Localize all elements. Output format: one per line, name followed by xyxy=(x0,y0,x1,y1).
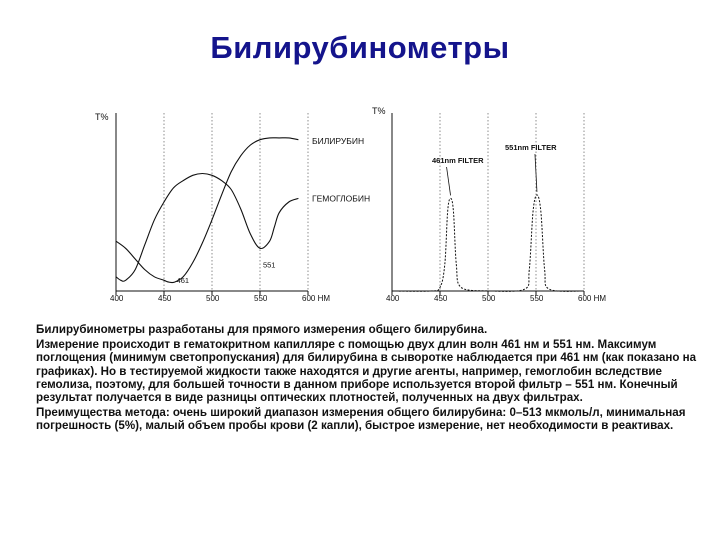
right-chart-ylabel: T% xyxy=(372,106,386,116)
right-tick-label-2: 500 xyxy=(482,294,496,303)
annotation-551: 551 xyxy=(262,260,276,270)
left-chart-ylabel: T% xyxy=(95,112,109,122)
bilirubin-legend-label: БИЛИРУБИН xyxy=(312,135,365,146)
right-tick-label-3: 550 xyxy=(530,294,544,303)
left-tick-label-0: 400 xyxy=(110,294,124,303)
right-tick-label-1: 450 xyxy=(434,294,448,303)
filter-461-label: 461nm FILTER xyxy=(432,156,484,165)
right-tick-label-4: 600 НМ xyxy=(578,294,607,303)
paragraph-2: Измерение происходит в гематокритном капилляре с помощью двух длин волн 461 нм и 551 нм. Максимум поглощения (минимум светопропускания) для билирубина в сыворотке наблюдается при 461 нм (как показано на графиках). Но в тестируемой жидкости также находятся и другие агенты, например, гемоглобин вследствие гемолиза, поэтому, для большей точности в данном приборе используется второй фильтр – 551 нм. Конечный результат получается в виде разницы оптических плотностей, полученных на двух фильтрах. xyxy=(36,338,697,405)
right-tick-label-0: 400 xyxy=(386,294,400,303)
right-chart xyxy=(372,106,606,303)
description-text xyxy=(36,323,716,435)
filter-461-arrow xyxy=(447,167,451,195)
left-tick-label-4: 600 НМ xyxy=(302,294,331,303)
left-chart xyxy=(95,112,370,303)
paragraph-3: Преимущества метода: очень широкий диапазон измерения общего билирубина: 0–513 мкмоль/л, минимальная погрешность (5%), малый объем пробы крови (2 капли), быстрое измерение, нет необходимости в реактивах. xyxy=(36,406,686,433)
filter-551-label: 551nm FILTER xyxy=(505,143,557,152)
left-tick-label-3: 550 xyxy=(254,294,268,303)
left-tick-label-2: 500 xyxy=(206,294,220,303)
left-tick-label-1: 450 xyxy=(158,294,172,303)
hemoglobin-legend-label: ГЕМОГЛОБИН xyxy=(312,193,371,204)
paragraph-1: Билирубинометры разработаны для прямого измерения общего билирубина. xyxy=(36,323,488,336)
page-title: Билирубинометры xyxy=(210,30,510,65)
annotation-461: 461 xyxy=(176,276,190,286)
